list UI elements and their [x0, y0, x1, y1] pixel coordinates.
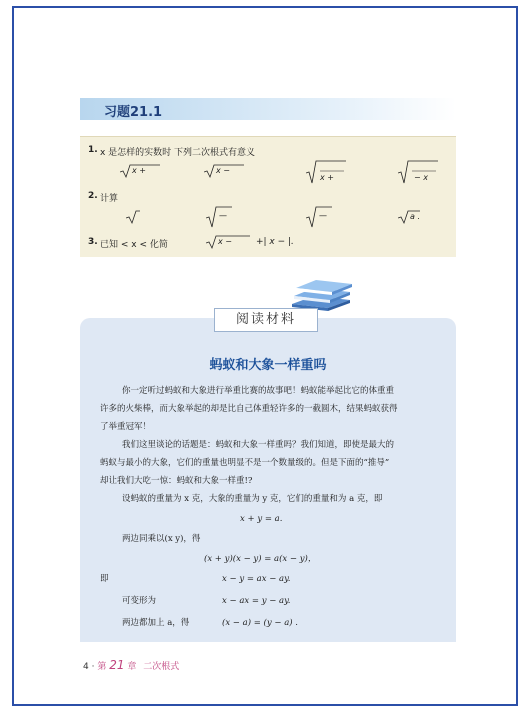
chapter-number: 21: [109, 658, 125, 672]
paragraph-line: 许多的火柴棒，而大象举起的却是比自己体重轻许多的一截圆木，结果蚂蚁获得: [100, 404, 398, 414]
q2-radical-4: a .: [398, 209, 428, 225]
q2-number: 2.: [88, 191, 98, 201]
q1-radical-3: x +: [306, 159, 346, 185]
q3-tail: +| x − |.: [256, 237, 294, 247]
paragraph-line: 我们这里谈论的话题是：蚂蚁和大象一样重吗？我们知道，即使是最大的: [122, 440, 395, 450]
exercise-title: 习题21.1: [104, 105, 163, 120]
equation-4: x − ax = y − ay.: [222, 596, 291, 606]
paragraph-line: 了举重冠军！: [100, 422, 152, 432]
q1-number: 1.: [88, 145, 98, 155]
q2-radical-3: —: [306, 205, 332, 229]
paragraph-line: 你一定听过蚂蚁和大象进行举重比赛的故事吧！蚂蚁能举起比它的体重重: [122, 386, 395, 396]
exercise-box: [80, 136, 456, 257]
chapter-prefix: 第: [97, 662, 107, 672]
derivation-line: 即: [100, 574, 109, 584]
paragraph-line: 蚂蚁与最小的大象，它们的重量也明显不是一个数量级的。但是下面的“推导”: [100, 458, 390, 468]
equation-1: x + y = a.: [240, 514, 283, 524]
q1-radical-4: − x: [398, 159, 438, 185]
page-number: 4: [83, 662, 89, 672]
q1-text: x 是怎样的实数时 下列二次根式有意义: [100, 148, 256, 158]
q1-radical-2: x −: [204, 163, 244, 179]
reading-title: 蚂蚁和大象一样重吗: [209, 358, 327, 373]
q3-number: 3.: [88, 237, 98, 247]
derivation-line: 两边同乘以(x y)，得: [122, 534, 201, 544]
chapter-title: 二次根式: [143, 662, 180, 672]
derivation-line: 可变形为: [122, 596, 157, 606]
q3-text: 已知 < x < 化简: [100, 240, 168, 250]
reading-label: 阅读材料: [214, 308, 318, 332]
q2-radical-1: [126, 209, 140, 225]
page-footer: [83, 658, 179, 672]
derivation-line: 两边都加上 a，得: [122, 618, 190, 628]
exercise-header: [80, 98, 456, 120]
footer-separator: ·: [91, 662, 95, 672]
chapter-suffix: 章: [127, 662, 137, 672]
books-icon: [288, 278, 354, 312]
equation-5: (x − a) = (y − a) .: [222, 618, 298, 628]
q2-radical-2: —: [206, 205, 232, 229]
equation-3: x − y = ax − ay.: [222, 574, 291, 584]
q1-radical-1: x +: [120, 163, 160, 179]
q2-text: 计算: [100, 194, 119, 204]
equation-2: (x + y)(x − y) = a(x − y)，: [204, 554, 317, 564]
paragraph-line: 却让我们大吃一惊：蚂蚁和大象一样重!?: [100, 476, 253, 486]
q3-radical: x −: [206, 234, 250, 250]
paragraph-line: 设蚂蚁的重量为 x 克，大象的重量为 y 克，它们的重量和为 a 克，即: [122, 494, 383, 504]
